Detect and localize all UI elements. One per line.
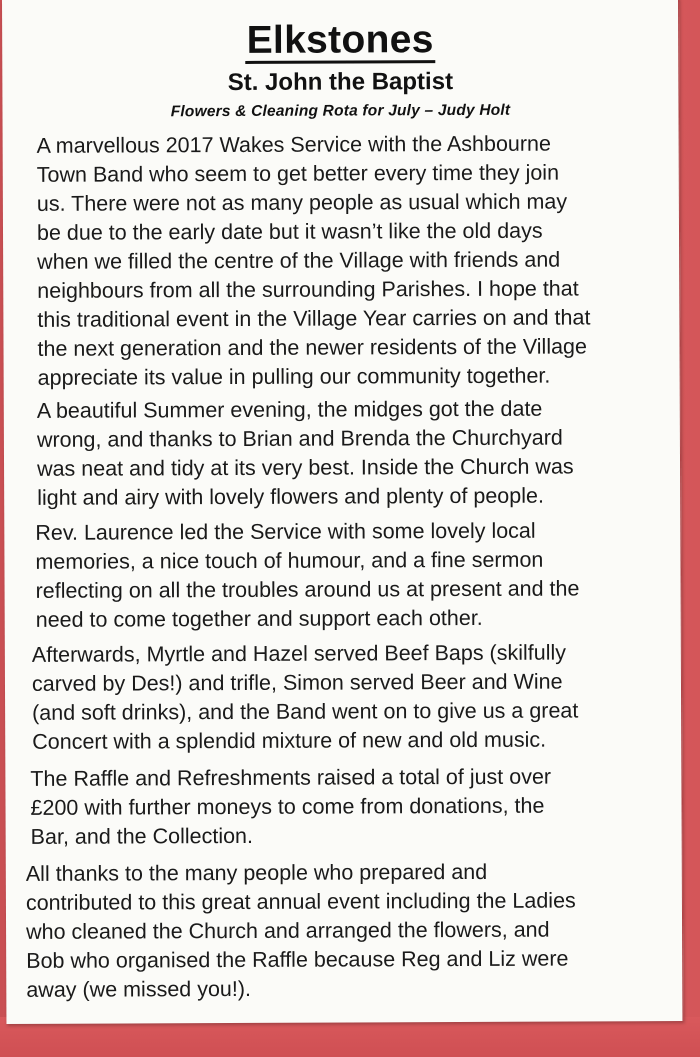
paragraph-wakes-service: A marvellous 2017 Wakes Service with the Ashbourne Town Band who seem to get better every time they join us. There were not as many people as usual which may be due to the early date but it wasn’t like the old days when we filled the centre of the Village with friends and neighbours from all the surrounding Parishes. I hope that this traditional event in the Village Year carries on and that the next generation and the newer residents of the Village appreciate its value in pulling our community together. <box>36 131 591 390</box>
paragraph-rev-laurence: Rev. Laurence led the Service with some lovely local memories, a nice touch of humour, and a fine sermon reflecting on all the troubles around us at present and the need to come together and support each other. <box>35 518 580 632</box>
notice-sheet <box>2 0 683 1024</box>
paragraph-summer-evening: A beautiful Summer evening, the midges got the date wrong, and thanks to Brian and Brenda the Churchyard was neat and tidy at its very best. Inside the Church was light and airy with lovely flowers and plenty of people. <box>36 396 574 510</box>
paragraph-raffle-total: The Raffle and Refreshments raised a total of just over £200 with further moneys to come from donations, the Bar, and the Collection. <box>30 764 552 849</box>
paragraph-refreshments: Afterwards, Myrtle and Hazel served Beef Baps (skilfully carved by Des!) and trifle, Simon served Beer and Wine (and soft drinks), and the Band went on to give us a great Concert with a splendid mixture of new and old music. <box>31 640 579 754</box>
church-name: St. John the Baptist <box>227 68 454 97</box>
notice-title <box>2 15 678 66</box>
notice-content <box>2 0 682 1024</box>
rota-line: Flowers & Cleaning Rota for July – Judy Holt <box>170 101 511 121</box>
notice-title-text: Elkstones <box>245 20 436 64</box>
paragraph-thanks: All thanks to the many people who prepared and contributed to this great annual event including the Ladies who cleaned the Church and arranged the flowers, and Bob who organised the Raffle because Reg and Liz were away (we missed you!). <box>25 859 576 1002</box>
